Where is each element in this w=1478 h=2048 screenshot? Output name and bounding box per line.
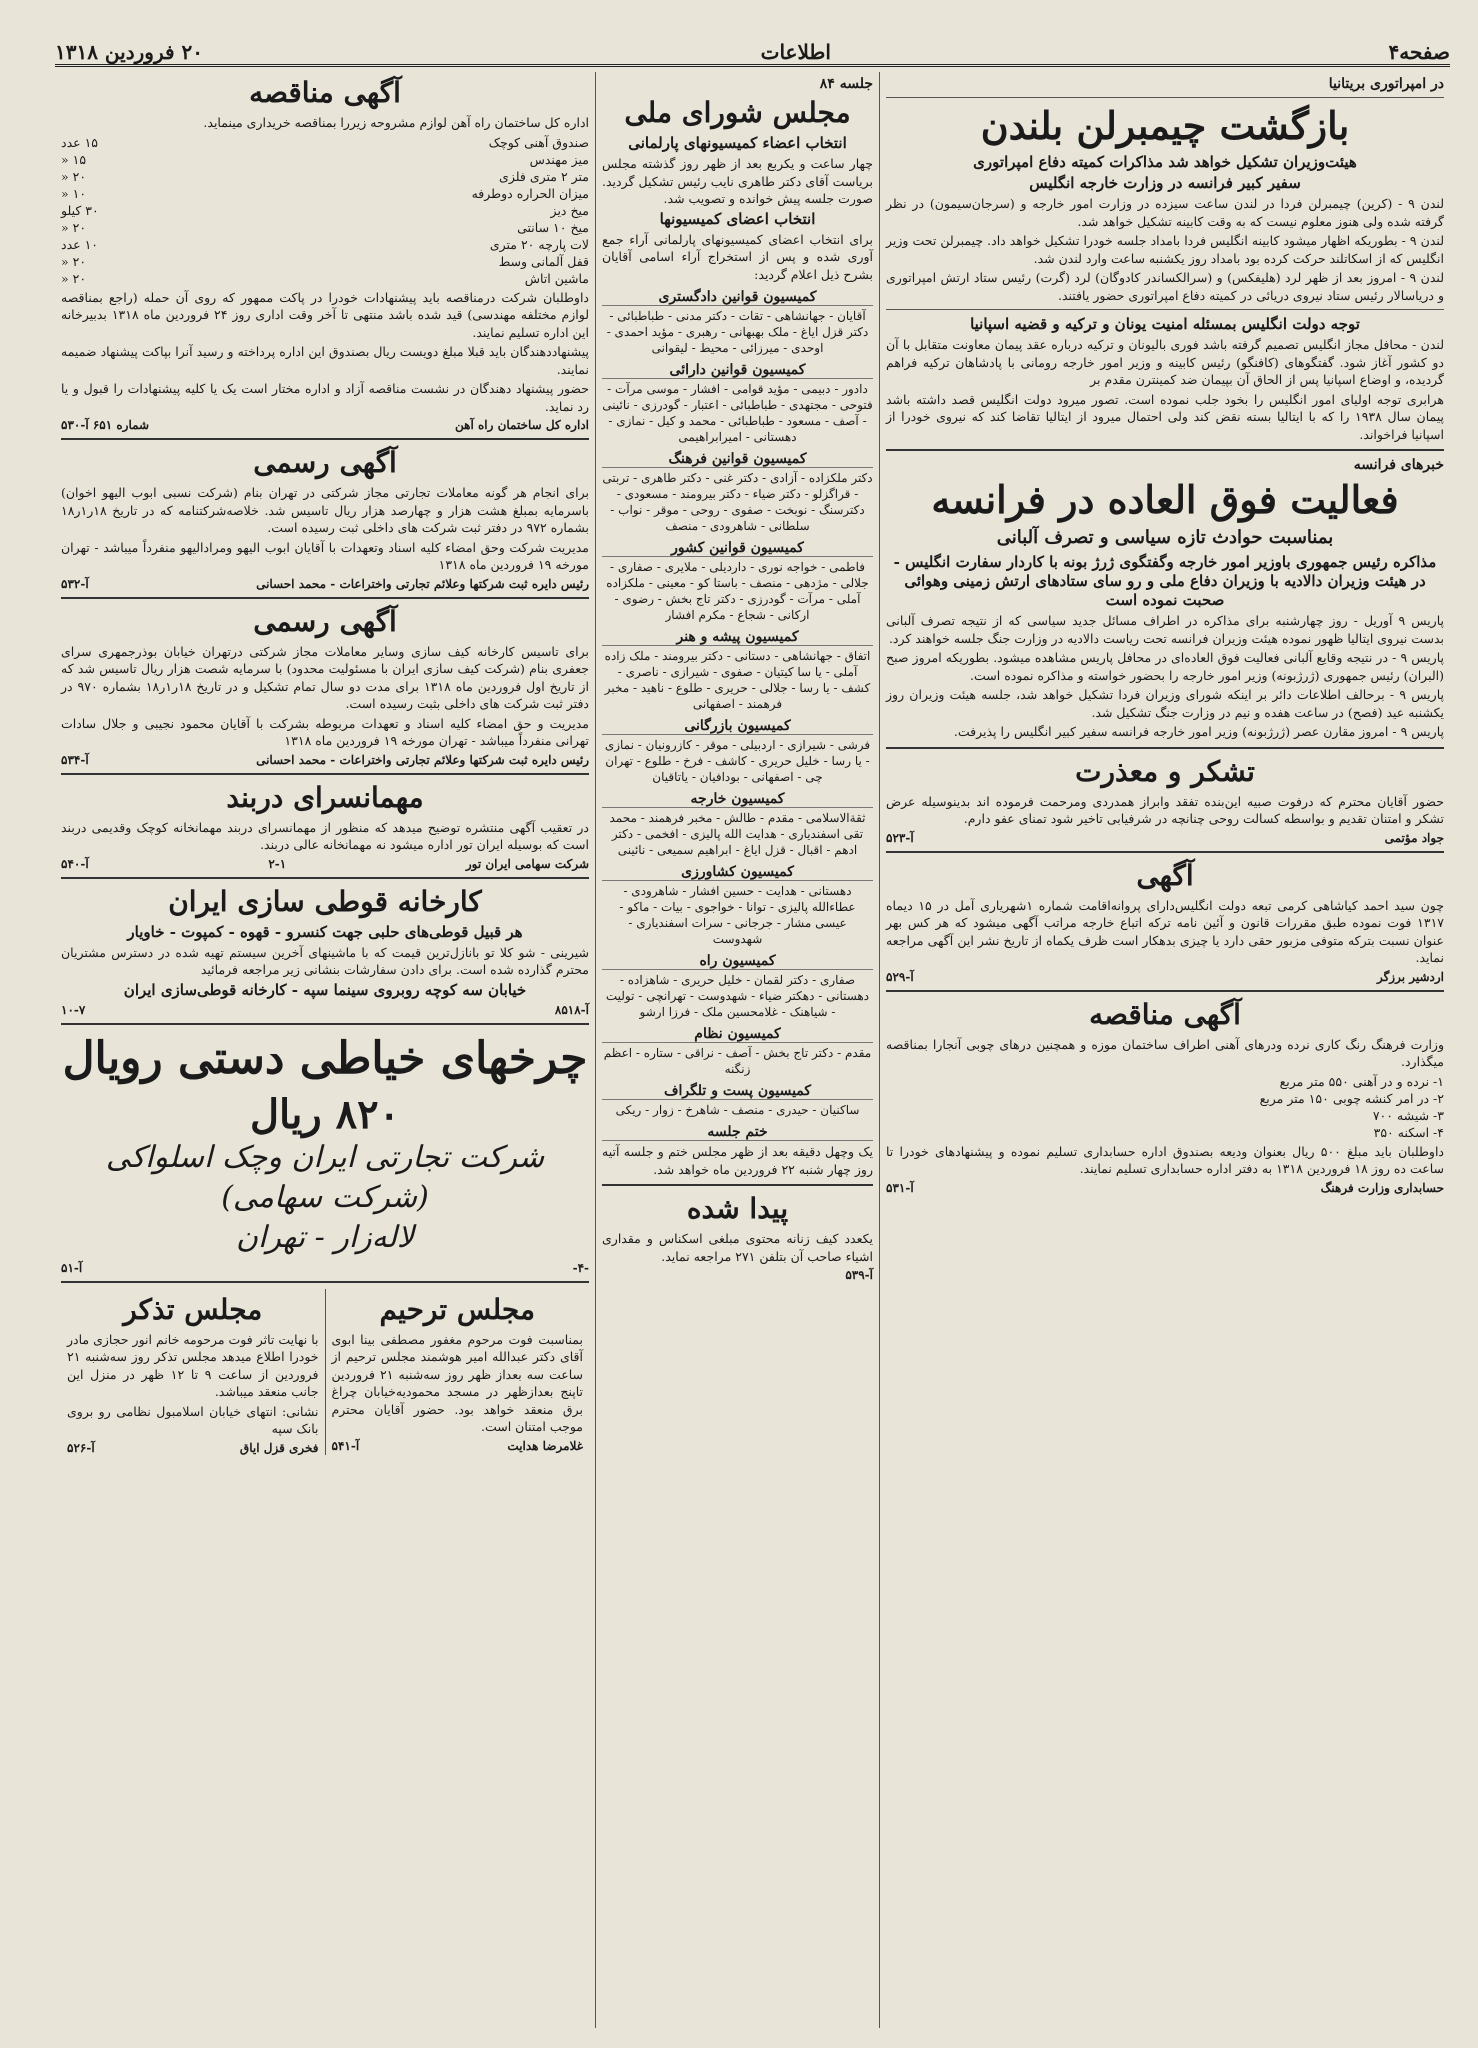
- tazakor-address: نشانی: انتهای خیابان اسلامبول نظامی رو بروی بانک سپه: [67, 1403, 319, 1436]
- committee-members: دهستانی - هدایت - حسین افشار - شاهرودی - عطاءالله پالیزی - توانا - خواجوی - بیات - ماکو - عیسی مشار - جرجانی - سرات اسفندیاری - شهدوست: [619, 884, 856, 946]
- official1-sign: رئیس دایره ثبت شرکتها وعلائم تجارتی واختراعات - محمد احسانی: [256, 576, 589, 591]
- committee-title: کمیسیون قوانین دادگستری: [602, 289, 873, 306]
- session-number: جلسه ۸۴: [819, 76, 873, 92]
- middle-column: [595, 72, 880, 2028]
- tender-signature: [886, 1181, 1444, 1195]
- tarhim-ad: [326, 1289, 590, 1455]
- balkans-headline: توجه دولت انگلیس بمسئله امنیت یونان و ترکیه و قضیه اسپانیا: [970, 315, 1360, 333]
- thanks-sign: جواد مؤتمی: [1384, 830, 1444, 845]
- committee-members: ساکنیان - حیدری - منصف - شاهرخ - زوار - ریکی: [615, 1103, 860, 1117]
- tazakor-signature: [67, 1441, 319, 1455]
- cans-signature: [61, 1003, 589, 1017]
- committee-title: کمیسیون کشاورزی: [602, 864, 873, 881]
- cans-address: خیابان سه کوچه روبروی سینما سپه - کارخانه قوطی‌سازی ایران: [123, 980, 527, 999]
- official2-sign: رئیس دایره ثبت شرکتها وعلائم تجارتی واختراعات - محمد احسانی: [256, 752, 589, 767]
- found-headline: پیدا شده: [686, 1192, 789, 1225]
- tarhim-ref: آ-۵۴۱: [331, 1438, 360, 1453]
- left-column: [55, 72, 595, 2028]
- majlis-headline: مجلس شورای ملی: [624, 96, 851, 129]
- rail-item: صندوق آهنی کوچک ۱۵ عدد: [61, 134, 589, 150]
- tazakor-ad: [61, 1289, 326, 1455]
- royal-price: ۸۲۰ ریال: [249, 1090, 401, 1138]
- cans-sub: هر قبیل قوطی‌های حلبی جهت کنسرو - قهوه - کمپوت - خاویار: [127, 922, 523, 941]
- rail-item: میزان الحراره دوطرفه ۱۰ «: [61, 185, 589, 201]
- tender-body: داوطلبان باید مبلغ ۵۰۰ ریال بعنوان ودیعه بصندوق اداره حسابداری تسلیم نموده و پیشنهادهای خودرا تا ساعت ده روز ۱۸ فروردین ۱۳۱۸ به دفتر اداره حسابداری تسلیم نمایند.: [886, 1143, 1444, 1176]
- committee-members: اتفاق - جهانشاهی - دستانی - دکتر بیرومند - ملک زاده آملی - یا سا کیتیان - صفوی - شیرازی - ناصری - کشف - یا رسا - جلالی - حریری - طلوع - ناهید - مخبر فرهمند - اصفهانی: [604, 649, 871, 711]
- committee-title: کمیسیون نظام: [602, 1026, 873, 1043]
- chamberlain-subhead2: سفیر کبیر فرانسه در وزارت خارجه انگلیس: [1029, 174, 1301, 192]
- darband-signature: [61, 857, 589, 871]
- majlis-p2: برای انتخاب اعضای کمیسیونهای پارلمانی آراء جمع آوری شده و پس از استخراج آراء اسامی آقایان بشرح ذیل اعلام گردید:: [602, 231, 873, 282]
- rail-item: ماشین اتاش ۲۰ «: [61, 270, 589, 286]
- committee-members: ثقةالاسلامی - مقدم - طالش - مخبر فرهمند - محمد تقی اسفندیاری - هدایت الله پالیزی - افخمی - دکتر ادهم - اقبال - قزل ایاغ - ابراهیم سمیعی - نائینی: [609, 811, 866, 857]
- session-end-title: ختم جلسه: [602, 1124, 873, 1141]
- royal-company: شرکت تجارتی ایران وچک اسلواکی (شرکت سهامی): [105, 1139, 545, 1215]
- tender-sign: حسابداری وزارت فرهنگ: [1320, 1180, 1444, 1195]
- official1-p2: مدیریت شرکت وحق امضاء کلیه اسناد وتعهدات با آقایان ابوب الیهو ومرادالیهو منفرداً میباشد - تهران مورخه ۱۹ فروردین ماه ۱۳۱۸: [61, 539, 589, 572]
- darband-headline: مهمانسرای دربند: [226, 780, 424, 814]
- tender-item: ۳- شیشه ۷۰۰: [1372, 1107, 1444, 1123]
- tazakor-ref: آ-۵۲۶: [67, 1440, 95, 1455]
- chamberlain-subhead: هیئت‌وزیران تشکیل خواهد شد مذاکرات کمیته دفاع امپراتوری: [973, 153, 1357, 171]
- session-end-text: یک وچهل دقیقه بعد از ظهر مجلس ختم و جلسه آتیه روز چهار شنبه ۲۲ فروردین ماه خواهد شد.: [602, 1144, 873, 1177]
- thanks-ref: آ-۵۲۳: [886, 830, 914, 845]
- darband-sign: شرکت سهامی ایران تور: [465, 856, 589, 871]
- tender-item: ۲- در امر کنشه چوبی ۱۵۰ متر مربع: [1259, 1090, 1444, 1106]
- notice-signature: [886, 970, 1444, 984]
- darband-ref: آ-۵۴۰: [61, 856, 89, 871]
- rail-tender-p2: پیشنهاددهندگان باید قبلا مبلغ دویست ریال بصندوق این اداره پرداخته و رسید آنرا بپاکت پیشنهاد ضمیمه نمایند.: [61, 344, 589, 377]
- section-label: در امپراتوری بریتانیا: [1328, 76, 1444, 92]
- official1-headline: آگهی رسمی: [253, 446, 397, 479]
- tarhim-signature: [332, 1439, 584, 1453]
- thanks-body: حضور آقایان محترم که درفوت صبیه این‌بنده تفقد وابراز همدردی ومرحمت فرموده اند بدینوسیله عرض تشکر و امتنان تقدیم و بواسطه کسالت روحی چنانچه در شرفیابی تاخیر شود تمنای عفو دارم.: [886, 793, 1444, 826]
- royal-ref: آ-۵۱: [61, 1260, 83, 1275]
- notice-sign: اردشیر برزگر: [1376, 969, 1444, 984]
- committee-title: کمیسیون خارجه: [602, 791, 873, 808]
- tarhim-body: بمناسبت فوت مرحوم مغفور مصطفی بینا ابوی آقای دکتر عبدالله امیر هوشمند مجلس ترحیم از ساعت سه بعداز ظهر روز سه‌شنبه ۲۱ فروردین تاپنج بعدازظهر در مسجد محمودیه‌خیابان چراغ برق منعقد خواهد بود. حضور آقایان محترم موجب امتنان است.: [331, 1331, 583, 1434]
- france-label: خبرهای فرانسه: [1353, 457, 1444, 473]
- france-p2: پاریس ۹ - در نتیجه وقایع آلبانی فعالیت فوق العاده‌ای در محافل پاریس مشاهده میشود. بطوریکه امروز صبح (البران) رئیس جمهوری (ژرژبونه) وزیر امور خارجه را بحضور خواسته و مذاکره نموده است.: [886, 650, 1444, 683]
- chamberlain-p1: لندن ۹ - (کرین) چیمبرلن فردا در لندن ساعت سیزده در وزارت امور خارجه و (سرجان‌سیمون) در نظر گرفته شده ولی هنوز معلوم نیست که به وقت کابینه تشکیل خواهد شد.: [886, 196, 1445, 229]
- cans-ref: آ-۸۵۱۸: [554, 1002, 589, 1017]
- official2-ref: آ-۵۳۴: [61, 752, 89, 767]
- official1-signature: [61, 577, 589, 591]
- committee-title: کمیسیون بازرگانی: [602, 718, 873, 735]
- rail-tender-signature: [61, 418, 589, 432]
- rail-item: میخ دیز ۳۰ کیلو: [61, 202, 589, 218]
- tazakor-headline: مجلس تذکر: [123, 1292, 263, 1326]
- tender-intro: وزارت فرهنگ رنگ کاری نرده ودرهای آهنی اطراف ساختمان موزه و همچنین درهای چوبی آنجارا بمناقصه میگذارد.: [886, 1036, 1444, 1069]
- notice-headline: آگهی: [1136, 858, 1194, 892]
- balkans-p1: لندن - محافل مجاز انگلیس تصمیم گرفته باشد فوری بالیونان و ترکیه درباره عقد پیمان معاونت متقابل با آن دو کشور آغاز شود. گفتگوهای (کافنگو) رئیس کابینه و وزیر امور خارجه رومانی با پادشاهان ترکیه فراهم گردیده، و اوضاع اسپانیا پس از الحاق آن بپیمان ضد کمینترن مقدم بر: [886, 337, 1444, 387]
- committee-members: دکتر ملکزاده - آزادی - دکتر غنی - دکتر طاهری - تربتی - قراگزلو - دکتر ضیاء - دکتر بیرومند - مسعودی - دکترسنگ - نوبخت - صفوی - روحی - موقر - نواب - سلطانی - شاهرودی - منصف: [602, 471, 873, 533]
- majlis-sub2: انتخاب اعضای کمیسیونها: [659, 209, 816, 228]
- rail-tender-sign: اداره کل ساختمان راه آهن: [455, 418, 589, 432]
- notice-ref: آ-۵۲۹: [886, 969, 914, 984]
- rail-tender-ref: شماره ۶۵۱ آ-۵۳۰: [61, 418, 150, 432]
- tender-item: ۴- اسکنه ۳۵۰: [1373, 1124, 1444, 1140]
- memorial-ads: [61, 1289, 589, 1455]
- royal-headline: چرخهای خیاطی دستی رویال: [62, 1032, 588, 1084]
- committee-title: کمیسیون راه: [602, 953, 873, 970]
- rail-item: میخ ۱۰ سانتی ۲۰ «: [61, 219, 589, 235]
- majlis-subhead: انتخاب اعضاء کمیسیونهای پارلمانی: [628, 134, 847, 152]
- thanks-headline: تشکر و معذرت: [1075, 754, 1255, 788]
- rail-tender-p3: حضور پیشنهاد دهندگان در نشست مناقصه آزاد و اداره مختار است یک یا کلیه پیشنهادات را قبول و یا رد نماید.: [61, 381, 589, 414]
- committee-title: کمیسیون پیشه و هنر: [602, 629, 873, 646]
- cans-body: شیرینی - شو کلا تو بانازل‌ترین قیمت که با ماشینهای آخرین سیستم تهیه شده در دسترس مشتریان محترم گذارده شده است. برای دادن سفارشات بنشانی زیر مراجعه فرمائید: [61, 944, 589, 977]
- majlis-p1: چهار ساعت و یکربع بعد از ظهر روز گذشته مجلس بریاست آقای دکتر طاهری نایب رئیس تشکیل گردید. صورت جلسه پیش خوانده و تصویب شد.: [602, 156, 873, 206]
- france-subhead2: مذاکره رئیس جمهوری باوزیر امور خارجه وگفتگوی ژرژ بونه با کاردار سفارت انگلیس - در هیئت وزیران دالادیه با وزیران دفاع ملی و رو سای ستادهای ارتش زمینی وهوائی صحبت نموده است: [893, 553, 1437, 609]
- tender-item: ۱- نرده و در آهنی ۵۵۰ متر مربع: [1279, 1073, 1444, 1089]
- committee-title: کمیسیون قوانین فرهنگ: [602, 451, 873, 468]
- official2-signature: [61, 753, 589, 767]
- found-signature: [602, 1268, 873, 1282]
- page-label: صفحه۴: [1388, 40, 1450, 64]
- cans-num: ۱۰-۷: [61, 1002, 86, 1017]
- tender-ref: آ-۵۳۱: [886, 1180, 914, 1195]
- france-p4: پاریس ۹ - امروز مقارن عصر (ژرژبونه) وزیر امور خارجه فرانسه سفیر کبیر انگلیس را پذیرفت.: [953, 724, 1444, 739]
- darband-body: در تعقیب آگهی منتشره توضیح میدهد که منظور از مهمانسرای دربند مهمانخانه کوچک وقدیمی دربند است که بوسیله ایران تور اداره میشود نه مهمانخانه عالی دربند.: [61, 819, 589, 852]
- official1-ref: آ-۵۳۲: [61, 576, 89, 591]
- france-headline: فعالیت فوق العاده در فرانسه: [931, 477, 1399, 522]
- found-ref: آ-۵۳۹: [845, 1268, 873, 1282]
- royal-city: لاله‌زار - تهران: [236, 1219, 414, 1255]
- committee-members: دادور - دبیمی - مؤید قوامی - افشار - موسی مرآت - فتوحی - مجتهدی - طباطبائی - اعتبار - گودرزی - نائینی - آصف - مسعود - طباطبائی - محمد و کیل - نمازی - دهستانی - امیرابراهیمی: [602, 382, 873, 444]
- right-column: [880, 72, 1450, 2028]
- rail-tender-p1: داوطلبان شرکت درمناقصه باید پیشنهادات خودرا در پاکت ممهور که روی آن حمله (راجع بمناقصه لوازم مختلفه مهندسی) قید شده باشد منتهی تا آخر وقت اداری روز ۲۴ فروردین ماه ۱۳۱۸ بدبیرخانه این اداره تسلیم نمایند.: [61, 289, 589, 340]
- tarhim-headline: مجلس ترحیم: [379, 1292, 535, 1326]
- chamberlain-p2: لندن ۹ - بطوریکه اظهار میشود کابینه انگلیس فردا بامداد جلسه خودرا تشکیل خواهد داد. چیمبرلن تحت وزیر انگلیس که از اسکاتلند حرکت کرده بود بامداد روز یکشنبه ساعت وارد لندن شد.: [886, 233, 1445, 266]
- tender-headline: آگهی مناقصه: [1089, 997, 1241, 1031]
- official2-headline: آگهی رسمی: [253, 604, 397, 638]
- france-p1: پاریس ۹ آوریل - روز چهارشنبه برای مذاکره در اطراف مسائل جدید سیاسی که از نتیجه تصرف آلبانی بدست نیروی ایتالیا ظهور نموده هیئت وزیران فرانسه تحت ریاست دالادیه در وزارت جنگ جلسه خواهند کرد.: [886, 613, 1445, 646]
- balkans-p2: هرابری توجه اولیای امور انگلیس را بخود جلب نموده است. تصور میرود دولت انگلیس قصد داشته باشد پیمان سال ۱۹۳۸ را که با ایتالیا بسته نقض کند ولی احتمال میرود از ایتالیا تقاضا کند که نیروی خودرا از اسپانیا فراخواند.: [886, 391, 1445, 442]
- rail-item: میز مهندس ۱۵ «: [61, 151, 589, 167]
- tarhim-sign: غلامرضا هدایت: [507, 1438, 583, 1453]
- committee-members: آقایان - جهانشاهی - تقات - دکتر مدنی - طباطبائی - دکتر قزل ایاغ - ملک بهبهانی - رهبری - مؤید احمدی - اوحدی - میرزائی - محیط - لیقوانی: [606, 309, 869, 355]
- rail-tender-headline: آگهی مناقصه: [249, 76, 401, 109]
- official2-p1: برای تاسیس کارخانه کیف سازی وسایر معاملات مجاز شرکتی درتهران خیابان بوذرجمهری سرای جعفری بنام (شرکت کیف سازی ایران با مسئولیت محدود) با سرمایه شصت هزار ریال تاسیس شد که از تاریخ اول فروردین ماه ۱۳۱۸ برای مدت دو سال تمام تشکیل و در تاریخ ۱۸ر۱ر۱۸ بشماره ۹۷۰ در دفتر ثبت شرکت های داخلی بثبت رسیده است.: [61, 643, 589, 711]
- committee-members: فرشی - شیرازی - اردبیلی - موقر - کازرونیان - نمازی - یا رسا - خلیل حریری - کاشف - فرخ - طلوع - تهران چی - اصفهانی - بودافیان - یاتاقیان: [604, 738, 871, 784]
- royal-signature: [61, 1261, 589, 1275]
- darband-num: ۲-۱: [268, 856, 287, 871]
- official2-p2: مدیریت و حق امضاء کلیه اسناد و تعهدات مربوطه بشرکت با آقایان محمود نجیبی و جلال سادات تهرانی منفرداً میباشد - تهران مورخه ۱۹ فروردین ماه ۱۳۱۸: [61, 715, 589, 748]
- paper-name: اطلاعات: [760, 40, 831, 64]
- france-subhead: بمناسبت حوادث تازه سیاسی و تصرف آلبانی: [996, 527, 1334, 548]
- committee-members: فاطمی - خواجه نوری - داردیلی - ملایری - صفاری - جلالی - مژدهی - منصف - باستا کو - معینی - ملکزاده آملی - مرآت - گودرزی - دکتر تاج بخش - رضوی - ارکانی - شجاع - مکرم افشار: [606, 560, 869, 622]
- committee-title: کمیسیون پست و تلگراف: [602, 1083, 873, 1100]
- tazakor-sign: فخری قزل ایاق: [239, 1440, 319, 1455]
- france-p3: پاریس ۹ - برحالف اطلاعات دائر بر اینکه شورای وزیران فردا تشکیل خواهد شد، جلسه هیئت وزیران روز یکشنبه عید (فصح) در ساعت هفده و نیم در وزارت جنگ تشکیل شد.: [886, 687, 1444, 720]
- chamberlain-p3: لندن ۹ - امروز بعد از ظهر لرد (هلیفکس) و (سرالکساندر کادوگان) لرد (گرت) رئیس ستاد ارتش امپراتوری و دریاسالار رئیس ستاد نیروی دریائی در کمیته دفاع امپراتوری حضور یافتند.: [886, 270, 1444, 303]
- official1-p1: برای انجام هر گونه معاملات تجارتی مجاز شرکتی در تهران بنام (شرکت نسبی ابوب الیهو اخوان) باسرمایه بمبلغ هشت هزار و چهارصد هزار ریال تاسیس شد. خلاصه‌شرکتنامه که در تاریخ ۱۸ر۱ر۱۸ بشماره ۹۷۲ در دفتر ثبت شرکت های داخلی ثبت رسیده است.: [61, 485, 589, 535]
- committee-title: کمیسیون قوانین دارائی: [602, 362, 873, 379]
- notice-body: چون سید احمد کیاشاهی کرمی تبعه دولت انگلیس‌دارای پروانه‌اقامت شماره ۱شهریاری آمل در ۱۵ دیماه ۱۳۱۷ فوت نموده طبق مقررات قانون و آئین نامه ترکه اتباع خارجه مراتب آگهی میشود که هر کس بهر عنوان نسبت بترکه متوفی مزبور حقی دارد یا چیزی بدهکار است ظرف یکماه از تاریخ نشر این آگهی مراجعه نماید.: [886, 897, 1444, 965]
- issue-date: ۲۰ فروردین ۱۳۱۸: [55, 40, 203, 64]
- cans-headline: کارخانه قوطی سازی ایران: [168, 884, 482, 918]
- rail-item: قفل آلمانی وسط ۲۰ «: [61, 253, 589, 269]
- found-body: یکعدد کیف زنانه محتوی مبلغی اسکناس و مقداری اشیاء صاحب آن بتلفن ۲۷۱ مراجعه نماید.: [602, 1231, 873, 1264]
- masthead: [55, 38, 1450, 67]
- royal-num: -۴-: [572, 1260, 589, 1275]
- committee-title: کمیسیون قوانین کشور: [602, 540, 873, 557]
- thanks-signature: [886, 831, 1444, 845]
- chamberlain-headline: بازگشت چیمبرلن بلندن: [980, 103, 1350, 148]
- rail-item: متر ۲ متری فلزی ۲۰ «: [61, 168, 589, 184]
- rail-item: لات پارچه ۲۰ متری ۱۰ عدد: [61, 236, 589, 252]
- rail-tender-intro: اداره کل ساختمان راه آهن لوازم مشروحه زیررا بمناقصه خریداری مینماید.: [203, 115, 589, 130]
- committee-members: صفاری - دکتر لقمان - خلیل حریری - شاهزاده - دهستانی - دهکتر ضیاء - شهدوست - تهرانچی - تولیت - شیاهنک - غلامحسین ملک - فرزا ارشو: [605, 973, 870, 1019]
- committee-members: مقدم - دکتر تاج بخش - آصف - نراقی - ستاره - اعظم زنگنه: [603, 1046, 872, 1076]
- tazakor-body: با نهایت تاثر فوت مرحومه خانم انور حجازی مادر خودرا اطلاع میدهد مجلس تذکر روز سه‌شنبه ۲۱ فروردین از ساعت ۹ تا ۱۲ ظهر در منزل این جانب منعقد میباشد.: [67, 1331, 319, 1399]
